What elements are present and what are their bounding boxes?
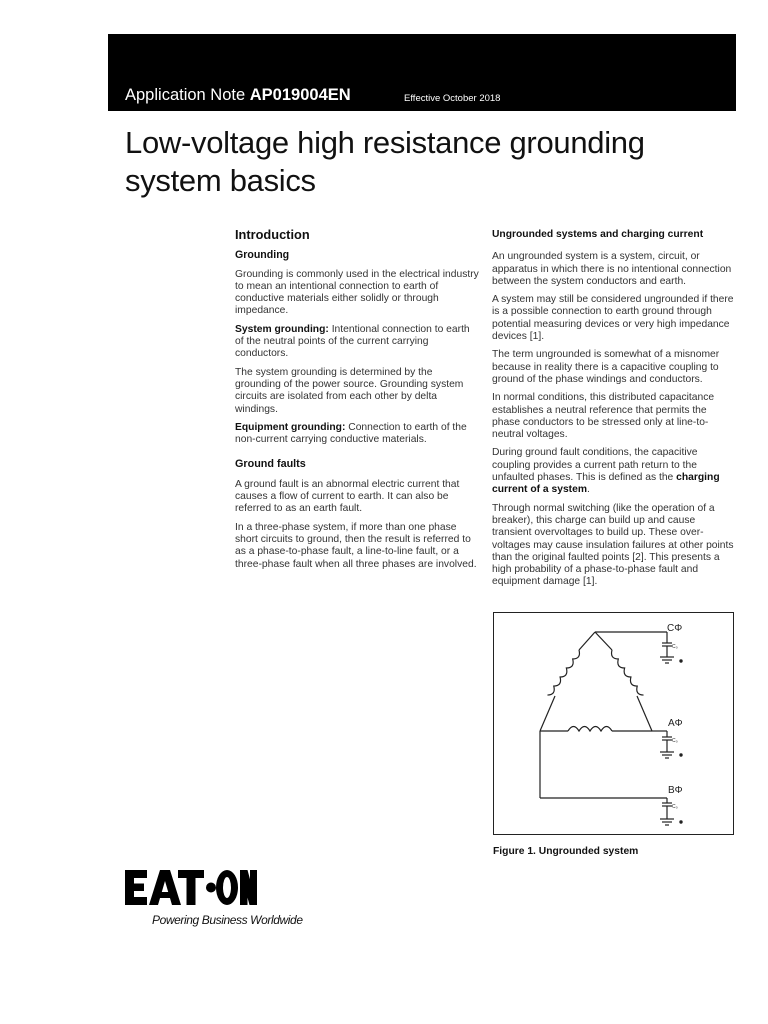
system-grounding-power-paragraph: The system grounding is determined by the grounding of the power source. Grounding system circuits are isolated from each other by delta windings. (235, 366, 464, 415)
coil-right (609, 650, 643, 697)
ungrounded-p5 (492, 447, 736, 496)
system-grounding-paragraph (235, 324, 480, 361)
a-phase-label: AΦ (668, 718, 683, 729)
c-phase-label: CΦ (667, 623, 683, 634)
brand-tagline: Powering Business Worldwide (152, 913, 303, 927)
p5-start: During ground fault conditions, the capacitive coupling provides a current path return to the unfaulted phases. This is defined as the (492, 447, 698, 484)
equipment-grounding-text: Connection to earth of the non-current carrying conductive materials. (235, 421, 467, 446)
ungrounded-p1: An ungrounded system is a system, circuit, or apparatus in which there is no intentional connection between the system conductors and earth. (492, 251, 732, 287)
coil-bottom (568, 727, 612, 732)
grounding-paragraph: Grounding is commonly used in the electrical industry to mean an intentional connection to earth of conductive materials either solidly or through impedance. (235, 268, 479, 317)
grounding-heading: Grounding (235, 249, 290, 262)
delta-right-lead-top (595, 632, 612, 650)
equipment-grounding-label: Equipment grounding: (235, 421, 346, 433)
app-note-prefix: Application Note (125, 86, 246, 104)
ground-faults-paragraph: A ground fault is an abnormal electric current that causes a flow of current to earth. It can also be referred to as an earth fault. (235, 478, 460, 515)
app-note-code: AP019004EN (249, 86, 351, 104)
introduction-heading: Introduction (235, 227, 310, 242)
figure-caption: Figure 1. Ungrounded system (493, 846, 639, 857)
three-phase-paragraph: In a three-phase system, if more than one phase short circuits to ground, then the result is referred to as a phase-to-phase fault, a line-to-line fault, or a three-phase fault when all three phases are involved. (235, 521, 477, 570)
a-cap-label: C₀ (672, 738, 678, 744)
coil-left (547, 650, 581, 697)
b-cap-label: C₀ (672, 804, 678, 810)
delta-right-lead-bottom (637, 696, 652, 731)
ungrounded-system-figure (493, 612, 734, 835)
header-bar (108, 34, 736, 111)
delta-left-lead-bottom (540, 696, 555, 731)
ungrounded-p4: In normal conditions, this distributed capacitance establishes a neutral reference that permits the phase conductors to be stressed only at line-to-neutral voltages. (492, 392, 715, 441)
ungrounded-p6: Through normal switching (like the operation of a breaker), this charge can build up and cause transient overvoltages to build up. These over-voltages may cause insulation failures at other points than the original faulted points [2]. This presents a high probability of a phase-to-phase fault and equipment damage [1]. (492, 502, 734, 588)
ungrounded-p3: The term ungrounded is somewhat of a misnomer because in reality there is a capacitive coupling to ground of the phase windings and conductors. (492, 349, 720, 385)
title-line-2: system basics (125, 163, 316, 198)
system-grounding-label: System grounding: (235, 323, 329, 335)
b-phase-label: BΦ (668, 785, 683, 796)
p5-end: . (587, 484, 590, 496)
effective-date: Effective October 2018 (404, 93, 501, 104)
b-ground-dot (679, 820, 682, 823)
ungrounded-heading: Ungrounded systems and charging current (492, 229, 704, 240)
charging-current-term: charging current of a system (492, 472, 720, 496)
page-title (125, 124, 725, 200)
left-column (235, 229, 480, 577)
application-note-label (125, 86, 351, 105)
a-ground-dot (679, 753, 682, 756)
ground-faults-heading: Ground faults (235, 458, 306, 471)
title-line-1: Low-voltage high resistance grounding (125, 125, 645, 160)
eaton-logo (125, 868, 257, 913)
ungrounded-p2: A system may still be considered ungrounded if there is a possible connection to earth ground through potential measuring devices or very high impedance devices [1]. (492, 294, 734, 343)
equipment-grounding-paragraph (235, 422, 480, 447)
right-column (492, 229, 736, 595)
c-cap-label: C₀ (672, 644, 678, 650)
c-ground-dot (679, 659, 682, 662)
delta-left-lead-top (579, 632, 595, 650)
system-grounding-text: Intentional connection to earth of the neutral points of the current carrying conductors. (235, 323, 470, 360)
